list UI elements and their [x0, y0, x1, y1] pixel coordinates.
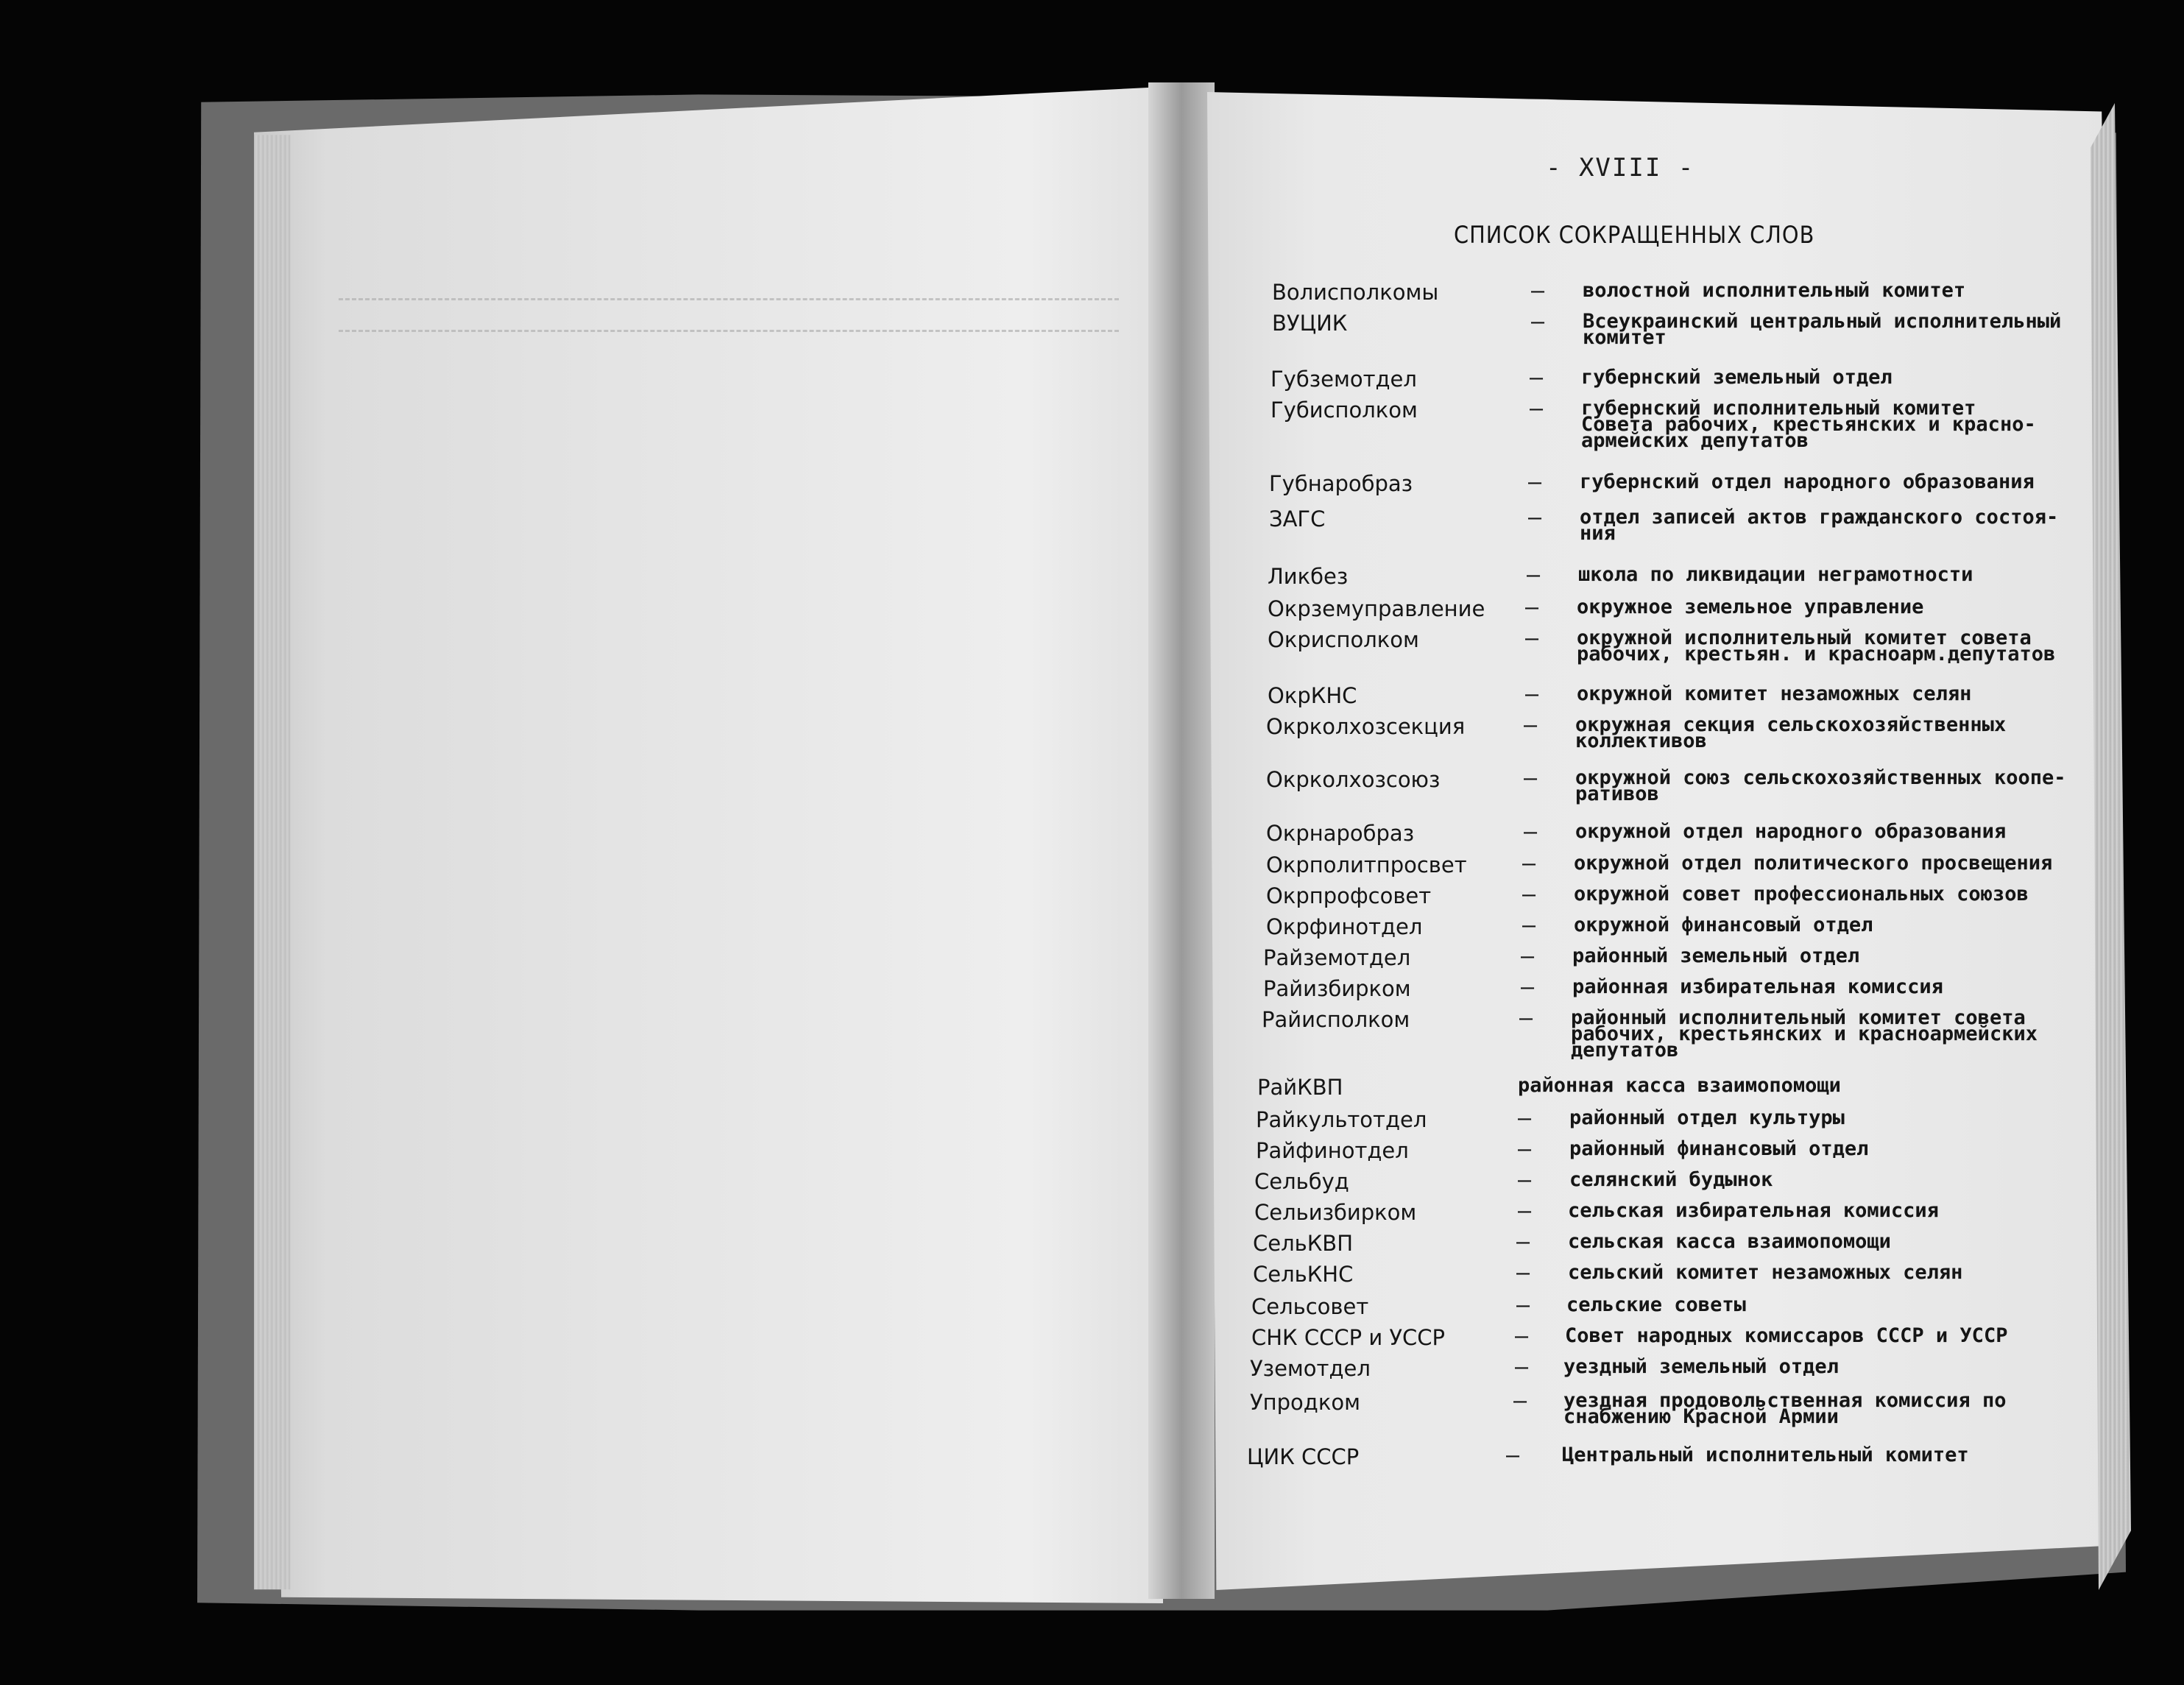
- abbreviation-term: Окрполитпросвет: [1266, 852, 1467, 877]
- definition-line: сельская избирательная комиссия: [1568, 1199, 1939, 1222]
- definition-line: Всеукраинский центральный исполнительный: [1583, 310, 2062, 333]
- definition-line: рабочих, крестьян. и красноарм.депутатов: [1577, 643, 2056, 665]
- definition-line: губернский отдел народного образования: [1580, 470, 2035, 493]
- definition-line: сельские советы: [1566, 1293, 1746, 1316]
- abbreviation-term: Окрисполком: [1268, 627, 1419, 652]
- abbreviation-term: РайКВП: [1257, 1075, 1343, 1100]
- definition-line: школа по ликвидации неграмотности: [1578, 563, 1973, 586]
- entry-dash: –: [1522, 851, 1536, 877]
- abbreviation-definition: [1575, 766, 2066, 805]
- definition-line: районный отдел культуры: [1569, 1106, 1845, 1129]
- entry-dash: –: [1516, 1293, 1530, 1318]
- definition-line: губернский исполнительный комитет: [1581, 397, 1976, 420]
- entry-dash: –: [1522, 882, 1536, 908]
- entry-dash: –: [1525, 626, 1539, 651]
- definition-line: окружная секция сельскохозяйственных: [1575, 713, 2007, 736]
- entry-dash: –: [1516, 1260, 1530, 1286]
- definition-line: уездный земельный отдел: [1563, 1355, 1839, 1378]
- definition-line: окружной отдел политического просвещения: [1574, 852, 2053, 875]
- definition-line: волостной исполнительный комитет: [1583, 279, 1966, 302]
- entry-dash: –: [1518, 1137, 1532, 1162]
- abbreviation-term: Губземотдел: [1271, 367, 1417, 392]
- abbreviation-definition: [1577, 596, 1924, 618]
- abbreviation-term: ОкрКНС: [1268, 683, 1357, 708]
- definition-line: районный исполнительный комитет совета: [1571, 1006, 2026, 1029]
- abbreviation-term: Окрземуправление: [1268, 596, 1485, 621]
- abbreviation-definition: [1566, 1293, 1746, 1316]
- abbreviation-term: Сельбуд: [1254, 1169, 1349, 1194]
- abbreviation-definition: [1563, 1389, 2007, 1428]
- abbreviation-definition: [1568, 1230, 1891, 1253]
- abbreviation-term: Окрнаробраз: [1266, 821, 1415, 846]
- abbreviation-term: Волисполкомы: [1272, 280, 1439, 305]
- definition-line: сельская касса взаимопомощи: [1568, 1230, 1891, 1253]
- abbreviation-term: СельКВП: [1253, 1231, 1354, 1256]
- abbreviation-definition: [1562, 1444, 1969, 1466]
- entry-dash: –: [1518, 1198, 1532, 1224]
- abbreviation-definition: [1583, 310, 2062, 349]
- abbreviation-term: Упродком: [1250, 1390, 1360, 1415]
- abbreviation-term: Райизбирком: [1263, 976, 1411, 1001]
- definition-line: рабочих, крестьянских и красноармейских: [1571, 1022, 2038, 1045]
- entry-dash: –: [1528, 505, 1542, 531]
- entry-dash: –: [1524, 713, 1538, 738]
- definition-line: окружной финансовый отдел: [1574, 914, 1873, 936]
- abbreviation-definition: [1578, 563, 1973, 586]
- abbreviation-term: СельКНС: [1253, 1262, 1354, 1287]
- definition-line: отдел записей актов гражданского состоя-: [1580, 506, 2059, 529]
- definition-line: окружной союз сельскохозяйственных коопе-: [1575, 766, 2066, 789]
- abbreviation-definition: [1575, 713, 2007, 752]
- abbreviation-term: Сельизбирком: [1254, 1200, 1417, 1225]
- entry-dash: –: [1528, 470, 1542, 495]
- abbreviation-definition: [1569, 1137, 1869, 1160]
- entry-dash: –: [1525, 595, 1539, 621]
- definition-line: окружной совет профессиональных союзов: [1574, 883, 2029, 905]
- definition-line: армейских депутатов: [1581, 429, 1809, 452]
- entry-dash: –: [1521, 944, 1535, 969]
- abbreviation-term: СНК СССР и УССР: [1251, 1325, 1446, 1350]
- abbreviation-term: Уземотдел: [1250, 1356, 1371, 1381]
- definition-line: губернский земельный отдел: [1581, 366, 1893, 389]
- abbreviation-definition: [1577, 626, 2056, 665]
- abbreviation-definition: [1580, 506, 2059, 545]
- abbreviation-definition: [1575, 820, 2007, 843]
- entry-dash: –: [1506, 1443, 1520, 1469]
- entry-dash: –: [1530, 365, 1544, 391]
- bleed-through-table-header: [339, 298, 1119, 332]
- definition-line: районная избирательная комиссия: [1572, 975, 1943, 998]
- abbreviation-definition: [1583, 279, 1966, 302]
- entry-dash: –: [1513, 1388, 1527, 1414]
- definition-line: районная касса взаимопомощи: [1518, 1074, 1841, 1097]
- abbreviation-term: Сельсовет: [1251, 1294, 1369, 1319]
- entry-dash: –: [1518, 1168, 1532, 1193]
- abbreviation-definition: [1580, 470, 2035, 493]
- abbreviation-definition: [1565, 1324, 2008, 1347]
- entry-dash: –: [1525, 682, 1539, 707]
- definition-line: ния: [1580, 522, 1616, 545]
- entry-dash: –: [1519, 1006, 1533, 1031]
- definition-line: комитет: [1583, 326, 1667, 349]
- definition-line: районный земельный отдел: [1572, 944, 1860, 967]
- definition-line: окружной отдел народного образования: [1575, 820, 2007, 843]
- definition-line: окружной исполнительный комитет совета: [1577, 626, 2032, 649]
- abbreviation-term: ЗАГС: [1269, 506, 1326, 531]
- entry-dash: –: [1530, 396, 1544, 422]
- abbreviation-definition: [1568, 1199, 1939, 1222]
- abbreviation-term: Райземотдел: [1263, 945, 1411, 970]
- abbreviation-term: Окрколхозсоюз: [1266, 767, 1441, 792]
- abbreviation-term: Райкультотдел: [1256, 1107, 1427, 1132]
- definition-line: снабжению Красной Армии: [1563, 1405, 1839, 1428]
- definition-line: коллективов: [1575, 730, 1707, 752]
- entry-dash: –: [1524, 819, 1538, 845]
- abbreviation-definition: [1569, 1168, 1773, 1191]
- abbreviation-definition: [1581, 397, 2036, 452]
- definition-line: окружное земельное управление: [1577, 596, 1924, 618]
- definition-line: депутатов: [1571, 1039, 1679, 1061]
- definition-line: уездная продовольственная комиссия по: [1563, 1389, 2007, 1412]
- entry-dash: –: [1515, 1354, 1529, 1380]
- abbreviation-definition: [1569, 1106, 1845, 1129]
- entry-dash: –: [1522, 913, 1536, 939]
- abbreviation-definition: [1574, 914, 1873, 936]
- abbreviation-definition: [1572, 944, 1860, 967]
- book-gutter: [1148, 82, 1215, 1599]
- page-title: СПИСОК СОКРАЩЕННЫХ СЛОВ: [1454, 221, 1815, 249]
- abbreviation-definition: [1571, 1006, 2038, 1061]
- abbreviation-definition: [1518, 1074, 1841, 1097]
- entry-dash: –: [1521, 975, 1535, 1000]
- abbreviation-term: Райисполком: [1262, 1007, 1410, 1032]
- definition-line: ративов: [1575, 783, 1659, 805]
- abbreviation-term: Окрфинотдел: [1266, 914, 1423, 939]
- abbreviation-term: Окрпрофсовет: [1266, 883, 1432, 908]
- abbreviation-term: Губнаробраз: [1269, 471, 1413, 496]
- abbreviation-definition: [1577, 682, 1972, 705]
- abbreviation-definition: [1574, 883, 2029, 905]
- entry-dash: –: [1515, 1324, 1529, 1349]
- definition-line: Совет народных комиссаров СССР и УССР: [1565, 1324, 2008, 1347]
- page-number: - XVIII -: [1546, 153, 1695, 183]
- abbreviation-definition: [1563, 1355, 1839, 1378]
- abbreviation-definition: [1581, 366, 1893, 389]
- entry-dash: –: [1524, 766, 1538, 791]
- abbreviation-term: ВУЦИК: [1272, 311, 1348, 336]
- abbreviation-definition: [1572, 975, 1943, 998]
- abbreviation-term: Ликбез: [1268, 564, 1349, 589]
- abbreviation-definition: [1568, 1261, 1963, 1284]
- entry-dash: –: [1531, 278, 1545, 304]
- abbreviation-definition: [1574, 852, 2053, 875]
- abbreviation-term: Окрколхозсекция: [1266, 714, 1466, 739]
- entry-dash: –: [1527, 562, 1541, 588]
- abbreviation-term: Райфинотдел: [1256, 1138, 1409, 1163]
- entry-dash: –: [1531, 309, 1545, 335]
- definition-line: районный финансовый отдел: [1569, 1137, 1869, 1160]
- definition-line: Центральный исполнительный комитет: [1562, 1444, 1969, 1466]
- entry-dash: –: [1516, 1229, 1530, 1255]
- definition-line: Совета рабочих, крестьянских и красно-: [1581, 413, 2036, 436]
- abbreviation-term: ЦИК СССР: [1247, 1444, 1360, 1469]
- definition-line: селянский будынок: [1569, 1168, 1773, 1191]
- definition-line: сельский комитет незаможных селян: [1568, 1261, 1963, 1284]
- entry-dash: –: [1518, 1106, 1532, 1131]
- abbreviation-term: Губисполком: [1271, 398, 1418, 423]
- definition-line: окружной комитет незаможных селян: [1577, 682, 1972, 705]
